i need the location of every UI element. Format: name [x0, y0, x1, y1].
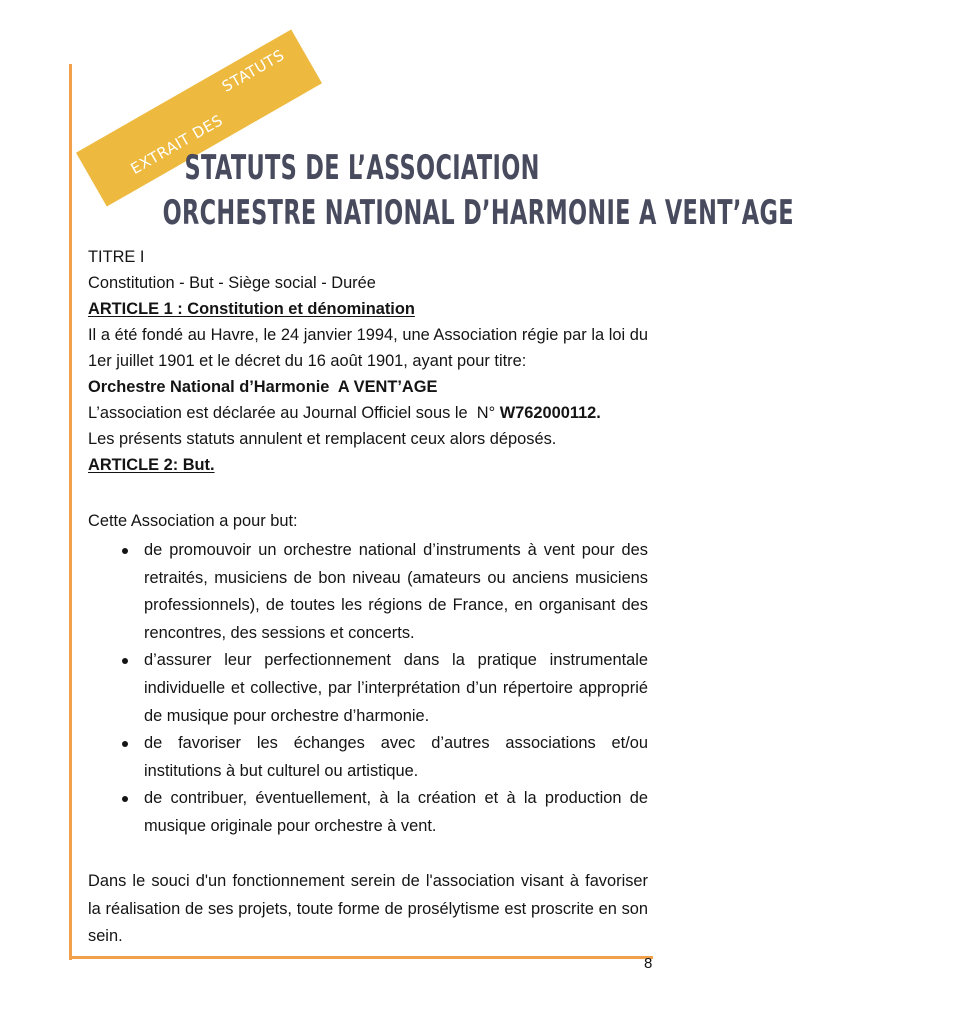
page-title-line2 [0, 193, 794, 233]
banner-text-extrait: EXTRAIT DES [127, 111, 227, 178]
article2-heading: ARTICLE 2: But. [88, 456, 215, 474]
article2-intro-block [88, 508, 648, 534]
bullet-icon [122, 548, 128, 554]
declaration-number: W762000112. [499, 404, 601, 422]
title-line2-text: ORCHESTRE NATIONAL D’HARMONIE A VENT’AGE [162, 193, 794, 233]
article2-intro: Cette Association a pour but: [88, 512, 298, 530]
article1-heading: ARTICLE 1 : Constitution et dénomination [88, 300, 415, 318]
frame-bottom-border [69, 956, 653, 959]
spacer [88, 478, 648, 504]
declaration-line [88, 400, 648, 426]
bullet-icon [122, 796, 128, 802]
article1-section [88, 244, 648, 504]
banner-text-statuts: STATUTS [218, 45, 288, 96]
titre-label: TITRE I [88, 248, 145, 266]
association-name: Orchestre National d’Harmonie A VENT’AGE [88, 378, 438, 396]
bullet-icon [122, 741, 128, 747]
page-title-line1 [0, 148, 724, 188]
page-number: 8 [644, 955, 653, 972]
article1-paragraph: Il a été fondé au Havre, le 24 janvier 1994, une Association régie par la loi du 1er juillet 1901 et le décret du 16 août 1901, ayant pour titre: [88, 326, 648, 370]
goal-text: de promouvoir un orchestre national d’instruments à vent pour des retraités, musiciens de bon niveau (amateurs ou anciens musiciens professionnels), de toutes les régions de France, en organisant des rencontres, des sessions et concerts. [144, 541, 648, 642]
declaration-prefix: L’association est déclarée au Journal Officiel sous le N° [88, 404, 500, 422]
list-item [88, 647, 648, 730]
goal-text: de favoriser les échanges avec d’autres associations et/ou institutions à but culturel ou artistique. [144, 734, 648, 780]
goal-text: de contribuer, éventuellement, à la création et à la production de musique originale pour orchestre à vent. [144, 789, 648, 835]
goals-list [88, 537, 648, 841]
bullet-icon [122, 658, 128, 664]
list-item [88, 537, 648, 647]
goal-text: d’assurer leur perfectionnement dans la pratique instrumentale individuelle et collective, par l’interprétation d’un répertoire approprié de musique pour orchestre d’harmonie. [144, 651, 648, 725]
replacement-note: Les présents statuts annulent et remplacent ceux alors déposés. [88, 430, 557, 448]
closing-paragraph: Dans le souci d'un fonctionnement serein de l'association visant à favoriser la réalisation de ses projets, toute forme de prosélytisme est proscrite en son sein. [88, 872, 648, 946]
list-item [88, 730, 648, 785]
list-item [88, 785, 648, 840]
title-line1-text: STATUTS DE L’ASSOCIATION [184, 148, 540, 188]
titre-subtitle: Constitution - But - Siège social - Durée [88, 274, 376, 292]
